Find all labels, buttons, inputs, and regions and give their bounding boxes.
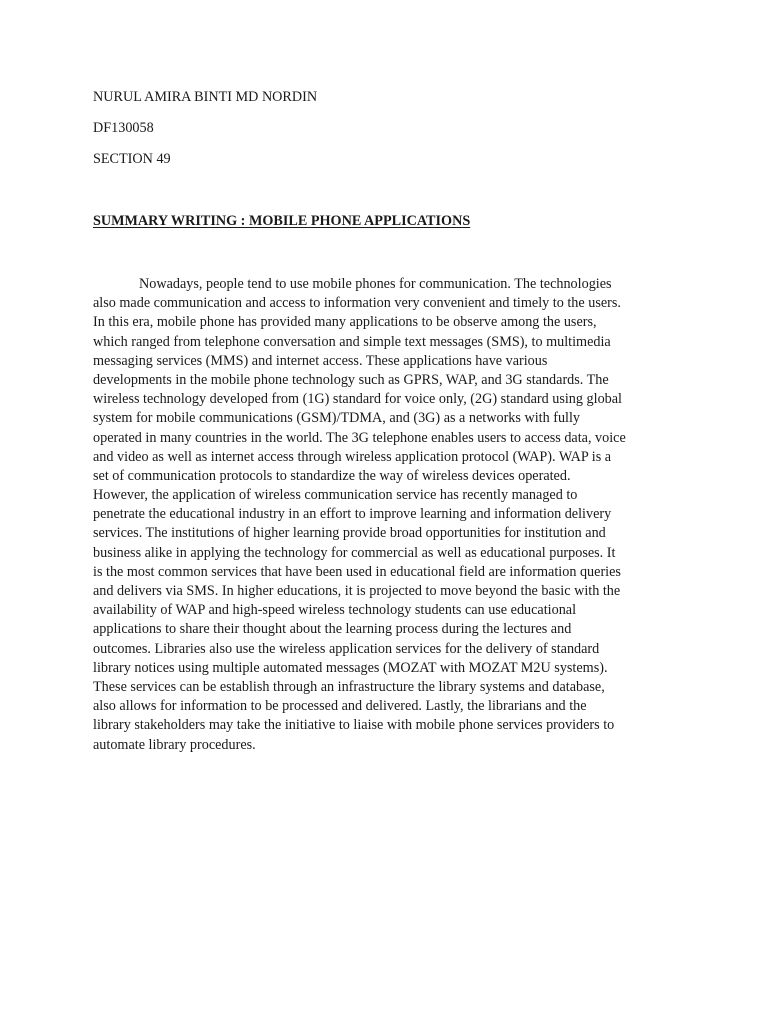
paragraph-line: These services can be establish through an infrastructure the library systems and database, <box>93 678 605 695</box>
paragraph-line: services. The institutions of higher learning provide broad opportunities for institution and <box>93 525 606 542</box>
paragraph-line: In this era, mobile phone has provided many applications to be observe among the users, <box>93 314 597 331</box>
paragraph-line: library notices using multiple automated messages (MOZAT with MOZAT M2U systems). <box>93 659 608 676</box>
paragraph-line: and video as well as internet access through wireless application protocol (WAP). WAP is a <box>93 448 612 465</box>
paragraph-line: library stakeholders may take the initiative to liaise with mobile phone services providers to <box>93 717 615 734</box>
paragraph-line: which ranged from telephone conversation and simple text messages (SMS), to multimedia <box>93 333 611 350</box>
matric-number: DF130058 <box>93 120 154 136</box>
paragraph-line: system for mobile communications (GSM)/TDMA, and (3G) as a networks with fully <box>93 410 581 427</box>
paragraph-line: penetrate the educational industry in an effort to improve learning and information delivery <box>93 506 612 523</box>
summary-paragraph <box>93 275 683 755</box>
paragraph-line: automate library procedures. <box>93 736 256 753</box>
paragraph-line: messaging services (MMS) and internet access. These applications have various <box>93 352 548 369</box>
paragraph-line: availability of WAP and high-speed wireless technology students can use educational <box>93 602 577 619</box>
paragraph-line: wireless technology developed from (1G) standard for voice only, (2G) standard using global <box>93 391 622 408</box>
paragraph-line: is the most common services that have been used in educational field are information queries <box>93 563 621 580</box>
document-title: SUMMARY WRITING : MOBILE PHONE APPLICATIONS <box>93 213 471 229</box>
paragraph-line: developments in the mobile phone technology such as GPRS, WAP, and 3G standards. The <box>93 371 609 388</box>
paragraph-line: business alike in applying the technology for commercial as well as educational purposes. It <box>93 544 616 561</box>
paragraph-line: also made communication and access to information very convenient and timely to the users. <box>93 295 621 312</box>
author-name: NURUL AMIRA BINTI MD NORDIN <box>93 89 318 105</box>
paragraph-line: outcomes. Libraries also use the wireless application services for the delivery of standard <box>93 640 600 657</box>
paragraph-line: Nowadays, people tend to use mobile phones for communication. The technologies <box>139 276 612 292</box>
paragraph-line: set of communication protocols to standardize the way of wireless devices operated. <box>93 467 571 484</box>
paragraph-line: also allows for information to be processed and delivered. Lastly, the librarians and the <box>93 698 587 715</box>
paragraph-line: However, the application of wireless communication service has recently managed to <box>93 487 578 504</box>
paragraph-line: applications to share their thought about the learning process during the lectures and <box>93 621 572 638</box>
paragraph-line: operated in many countries in the world. The 3G telephone enables users to access data, voice <box>93 429 626 446</box>
paragraph-line: and delivers via SMS. In higher educations, it is projected to move beyond the basic with the <box>93 583 621 599</box>
section-label: SECTION 49 <box>93 151 171 167</box>
